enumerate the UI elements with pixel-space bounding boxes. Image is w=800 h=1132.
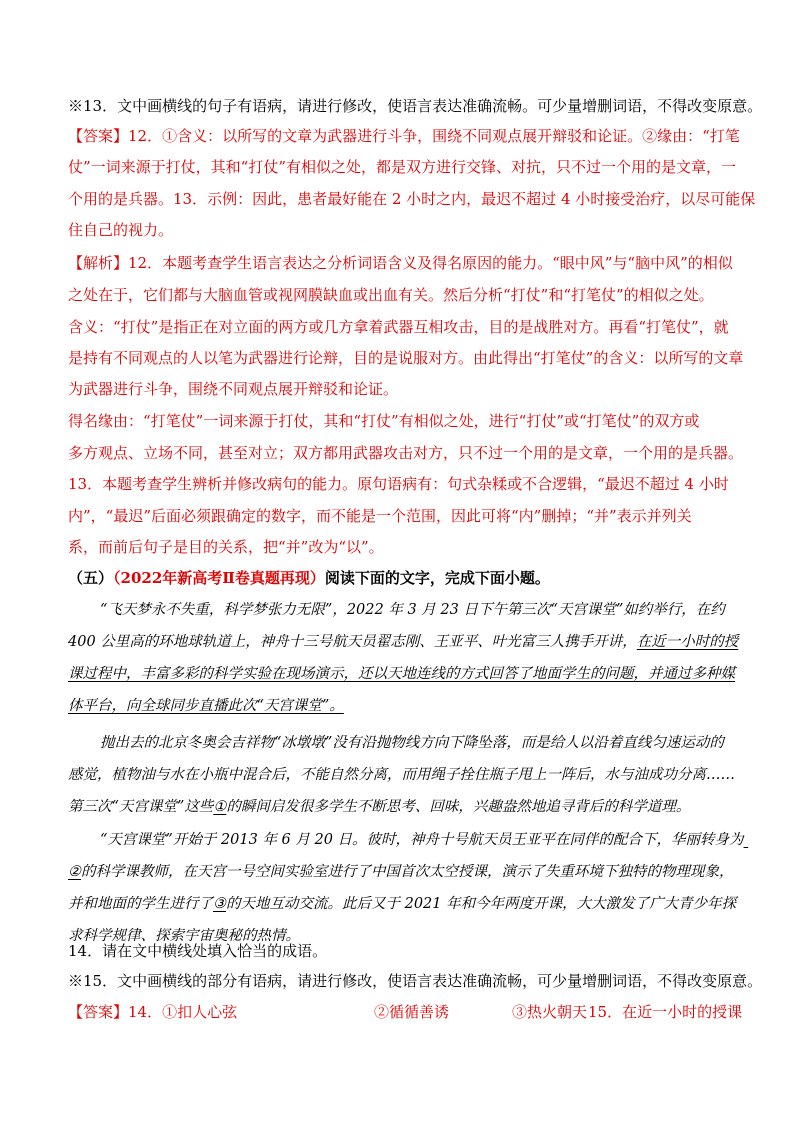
passage-line	[100, 830, 752, 850]
section-heading	[68, 568, 550, 588]
section-source: （2022年新高考Ⅱ卷真题再现）	[113, 569, 325, 587]
answer-14-3: ③热火朝天	[512, 1003, 588, 1021]
blank-underline	[744, 830, 752, 850]
question-15-prompt: ※15．文中画横线的部分有语病，请进行修改，使语言表达准确流畅，可少量增删词语，不得改变原意。	[68, 972, 763, 990]
analysis-line: 是持有不同观点的人以笔为武器进行论辩，目的是说服对方。由此得出“打笔仗”的含义：以所写的文章	[68, 349, 744, 367]
answer-line: 个用的是兵器。13．示例：因此，患者最好能在 2 小时之内，最迟不超过 4 小时接受治疗，以尽可能保	[68, 190, 756, 208]
analysis-line: 含义：“打仗”是指正在对立面的两方或几方拿着武器互相攻击，目的是战胜对方。再看“打笔仗”，就	[68, 318, 729, 336]
passage-line: 感觉，植物油与水在小瓶中混合后，不能自然分离，而用绳子拴住瓶子甩上一阵后，水与油成功分离……	[68, 767, 735, 783]
answer-14-1: 【答案】14．①扣人心弦	[68, 1003, 238, 1021]
passage-line: “飞天梦永不失重，科学梦张力无限”，2022 年 3 月 23 日下午第三次“天宫课堂”如约举行，在约	[100, 602, 725, 618]
answer-line: 仗”一词来源于打仗，其和“打仗”有相似之处，都是双方进行交锋、对抗，只不过一个用的是文章，一	[68, 158, 737, 176]
analysis-line: 得名缘由：“打笔仗”一词来源于打仗，其和“打仗”有相似之处，进行“打仗”或“打笔仗”的双方或	[68, 412, 700, 430]
analysis-line: 系，而前后句子是目的关系，把“并”改为“以”。	[68, 538, 384, 556]
passage-line: 求科学规律、探索宇宙奥秘的热情。	[68, 928, 300, 944]
passage-text: 并和地面的学生进行了	[68, 896, 213, 912]
underlined-sentence: 体平台，向全球同步直播此次“天宫课堂”。	[68, 698, 344, 714]
answer-line: 【答案】12．①含义：以所写的文章为武器进行斗争，围绕不同观点展开辩驳和论证。②缘由：“打笔	[68, 127, 740, 145]
passage-text: 的天地互动交流。此后又于 2021 年和今年两度开课，大大激发了广大青少年探	[226, 896, 737, 912]
answer-14-2: ②循循善诱	[374, 1003, 450, 1021]
underlined-sentence: 课过程中，丰富多彩的科学实验在现场演示，还以天地连线的方式回答了地面学生的问题，并通过多种媒	[68, 666, 735, 682]
analysis-line: 多方观点、立场不同，甚至对立；双方都用武器攻击对方，只不过一个用的是文章，一个用的是兵器。	[68, 444, 744, 462]
analysis-line: 内”，“最迟”后面必须跟确定的数字，而不能是一个范围，因此可将“内”删掉；“并”表示并列关	[68, 507, 692, 525]
question-13-prompt: ※13．文中画横线的句子有语病，请进行修改，使语言表达准确流畅。可少量增删词语，不得改变原意。	[68, 97, 763, 115]
passage-line	[68, 894, 736, 914]
passage-text: 的科学课教师，在天宫一号空间实验室进行了中国首次太空授课，演示了失重环境下独特的物理现象，	[81, 864, 734, 880]
passage-line	[68, 862, 734, 882]
fill-blank-2: ②	[68, 864, 81, 880]
analysis-line: 为武器进行斗争，围绕不同观点展开辩驳和论证。	[68, 380, 399, 398]
analysis-line: 之处在于，它们都与大脑血管或视网膜缺血或出血有关。然后分析“打仗”和“打笔仗”的相似之处。	[68, 286, 714, 304]
fill-blank-1: ①	[213, 799, 227, 815]
answer-line: 住自己的视力。	[68, 221, 174, 239]
answer-15: 15．在近一小时的授课	[588, 1003, 743, 1021]
passage-text: 第三次“天宫课堂”这些	[68, 799, 214, 815]
passage-line: 抛出去的北京冬奥会吉祥物“冰墩墩”没有沿抛物线方向下降坠落，而是给人以沿着直线匀速运动的	[100, 735, 724, 751]
passage-text: 400 公里高的环地球轨道上，神舟十三号航天员翟志刚、王亚平、叶光富三人携手开讲，	[68, 634, 637, 650]
passage-line	[68, 797, 690, 817]
analysis-line: 【解析】12．本题考查学生语言表达之分析词语含义及得名原因的能力。“眼中风”与“脑中风”的相似	[68, 254, 733, 272]
passage-text: “天宫课堂”开始于 2013 年 6 月 20 日。彼时，神舟十号航天员王亚平在同伴的配合下，华丽转身为	[100, 832, 744, 848]
passage-text: 的瞬间启发很多学生不断思考、回味，兴趣盎然地追寻背后的科学道理。	[226, 799, 691, 815]
fill-blank-3: ③	[213, 896, 226, 912]
analysis-line: 13．本题考查学生辨析并修改病句的能力。原句语病有：句式杂糅或不合逻辑，“最迟不超过 4 小时	[68, 475, 729, 493]
section-number: （五）	[68, 569, 114, 587]
question-14-prompt: 14．请在文中横线处填入恰当的成语。	[68, 942, 328, 960]
section-instruction: 阅读下面的文字，完成下面小题。	[324, 569, 550, 587]
passage-line	[68, 632, 738, 652]
underlined-sentence: 在近一小时的授	[636, 634, 739, 650]
